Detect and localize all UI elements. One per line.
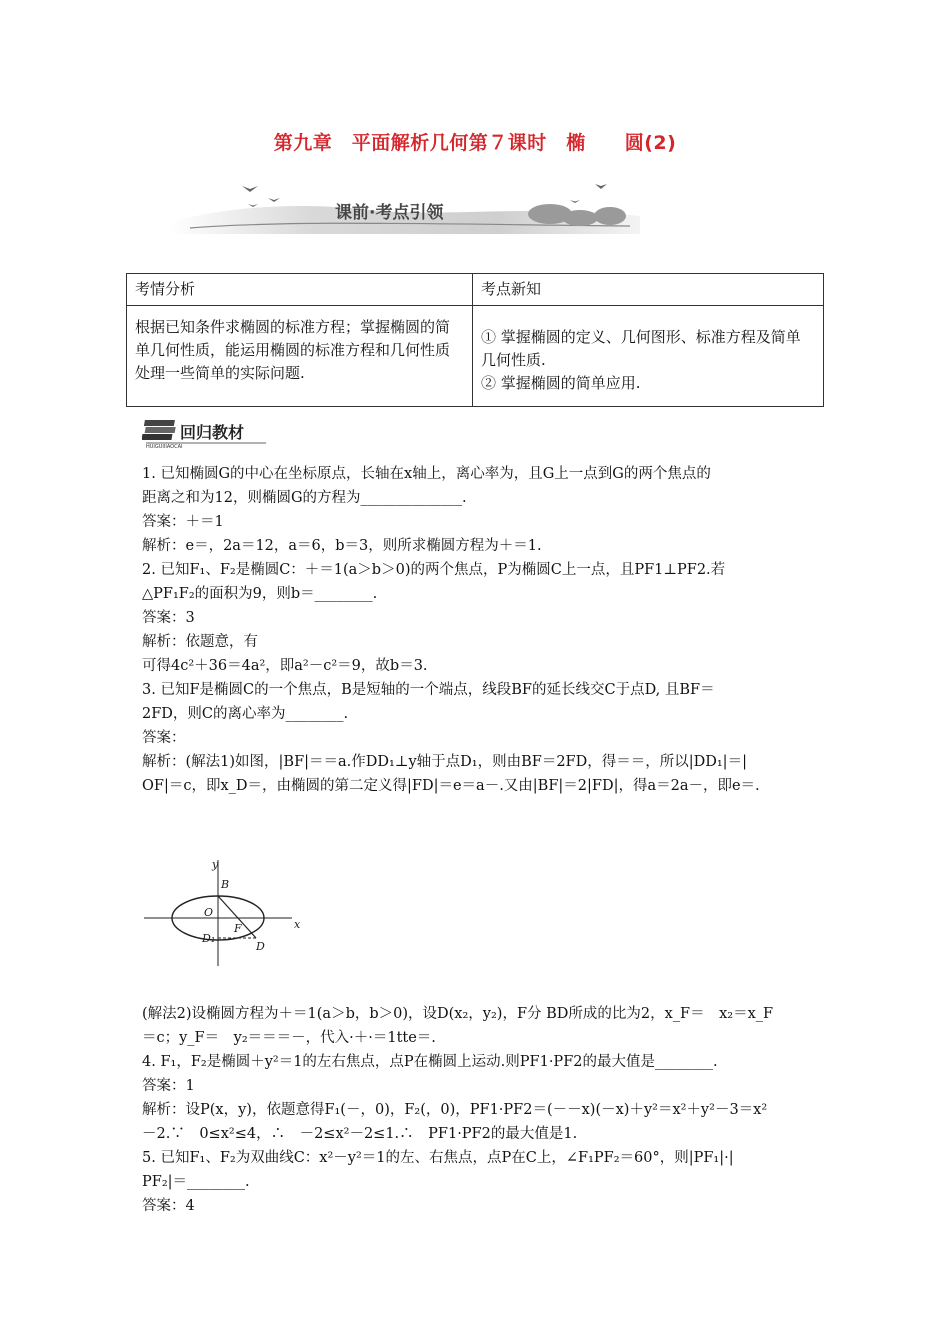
point-label-f: F [234, 922, 242, 935]
table-header-points: 考点新知 [473, 274, 824, 306]
section-heading [142, 414, 272, 448]
banner-label: 课前·考点引领 [335, 203, 444, 223]
content-part-2 [142, 1002, 822, 1218]
text-line: 5. 已知F₁、F₂为双曲线C：x²－y²＝1的左、右焦点，点P在C上，∠F₁PF₂＝60°，则|PF₁|·| [142, 1150, 734, 1166]
text-line: △PF₁F₂的面积为9，则b＝________. [142, 586, 378, 602]
ellipse-figure [142, 858, 312, 970]
page-title: 第九章 平面解析几何第７课时 椭 圆(2) [273, 132, 677, 154]
point-label-d1: D₁ [202, 932, 216, 945]
banner-graphic [170, 176, 640, 238]
text-line: (解法2)设椭圆方程为＋＝1(a＞b，b＞0)，设D(x₂，y₂)，F分 BD所成的比为2，x_F＝ x₂＝x_F [142, 1006, 774, 1022]
text-line: －2.∵ 0≤x²≤4，∴ －2≤x²－2≤1.∴ PF1·PF2的最大值是1. [142, 1126, 578, 1142]
text-line: 可得4c²＋36＝4a²，即a²－c²＝9，故b＝3. [142, 658, 428, 674]
text-line: 答案：＋＝1 [142, 514, 224, 530]
text-line: 4. F₁，F₂是椭圆＋y²＝1的左右焦点，点P在椭圆上运动.则PF1·PF2的最大值是________. [142, 1054, 718, 1070]
text-line: 解析：e＝，2a＝12，a＝6，b＝3，则所求椭圆方程为＋＝1. [142, 538, 542, 554]
text-line: 解析：(解法1)如图，|BF|＝＝a.作DD₁⊥y轴于点D₁，则由BF＝2FD，得＝＝，所以|DD₁|＝| [142, 754, 747, 770]
table-cell-analysis: 根据已知条件求椭圆的标准方程；掌握椭圆的简单几何性质，能运用椭圆的标准方程和几何性质处理一些简单的实际问题. [127, 306, 473, 407]
text-line: 3. 已知F是椭圆C的一个焦点，B是短轴的一个端点，线段BF的延长线交C于点D, 且BF＝ [142, 682, 715, 698]
text-line: PF₂|＝________. [142, 1174, 250, 1190]
text-line: 答案： [142, 730, 186, 746]
table-header-analysis: 考情分析 [127, 274, 473, 306]
text-line: 2FD，则C的离心率为________. [142, 706, 349, 722]
point-label-d: D [256, 940, 265, 953]
text-line: 1. 已知椭圆G的中心在坐标原点，长轴在x轴上，离心率为，且G上一点到G的两个焦点的 [142, 466, 711, 482]
text-line: 答案：1 [142, 1078, 195, 1094]
points-line-1: ① 掌握椭圆的定义、几何图形、标准方程及简单几何性质. [481, 328, 801, 369]
section-label: 回归教材 [180, 423, 245, 442]
axis-label-y: y [212, 858, 219, 871]
point-label-b: B [221, 878, 230, 891]
points-line-2: ② 掌握椭圆的简单应用. [481, 374, 641, 392]
content-part-1 [142, 462, 822, 798]
table-cell-points [473, 306, 824, 407]
text-line: 解析：设P(x，y)，依题意得F₁(－，0)，F₂(，0)，PF1·PF2＝(－－x)(－x)＋y²＝x²＋y²－3＝x² [142, 1102, 768, 1118]
text-line: 答案：3 [142, 610, 195, 626]
info-table [126, 273, 824, 407]
text-line: OF|＝c，即x_D＝，由椭圆的第二定义得|FD|＝e＝a－.又由|BF|＝2|FD|，得a＝2a－，即e＝. [142, 778, 760, 794]
text-line: 2. 已知F₁、F₂是椭圆C：＋＝1(a＞b＞0)的两个焦点，P为椭圆C上一点，且PF1⊥PF2.若 [142, 562, 726, 578]
axis-label-x: x [294, 918, 301, 931]
text-line: 距离之和为12，则椭圆G的方程为______________. [142, 490, 467, 506]
books-icon [142, 420, 176, 440]
section-pinyin: HUIGUIJIAOCAI [146, 444, 183, 448]
text-line: 答案：4 [142, 1198, 195, 1214]
point-label-o: O [204, 906, 214, 919]
text-line: ＝c；y_F＝ y₂＝＝＝－，代入·＋·＝1tte＝. [142, 1030, 436, 1046]
text-line: 解析：依题意，有 [142, 634, 258, 650]
